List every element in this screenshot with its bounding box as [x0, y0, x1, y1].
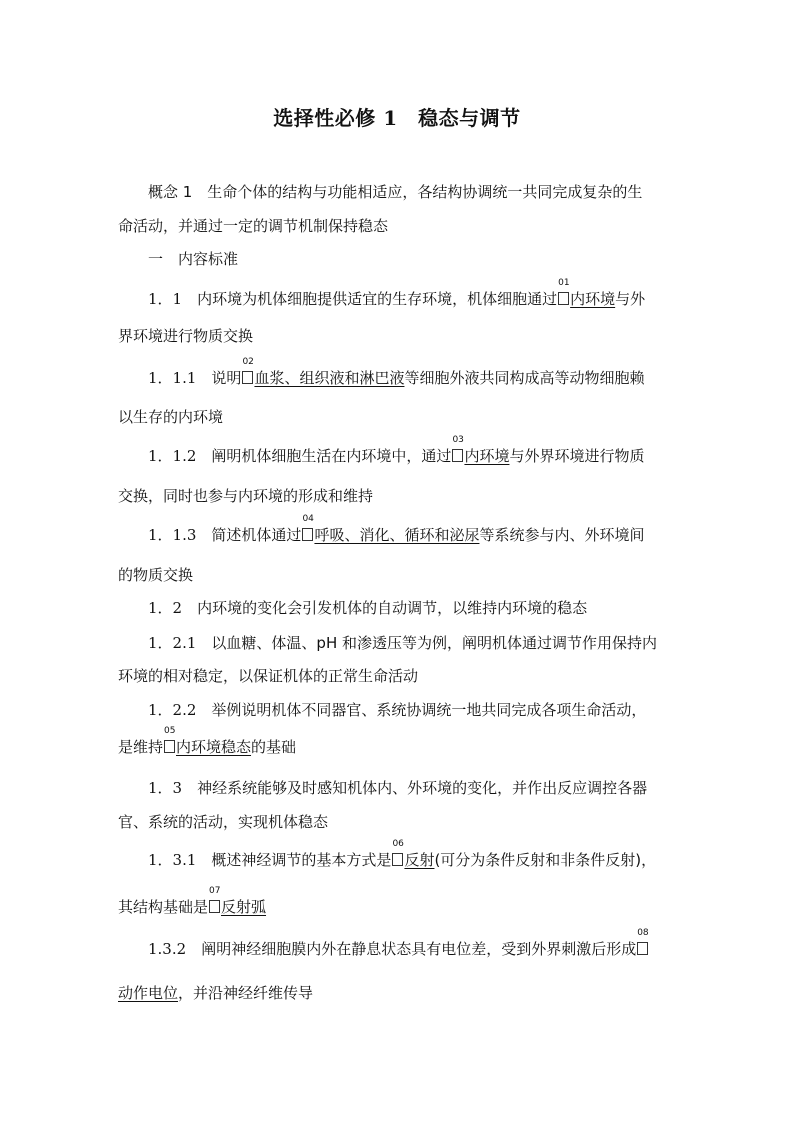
- item-text: 内环境的变化会引发机体的自动调节，以维持内环境的稳态: [197, 599, 588, 617]
- item-1-1-1-continued: 以生存的内环境: [118, 408, 224, 426]
- page-title: 选择性必修 1 稳态与调节: [273, 106, 521, 130]
- answer-text: 反射弧: [221, 898, 267, 916]
- item-text: 是维持: [118, 738, 164, 756]
- marker-number: 08: [637, 928, 649, 938]
- answer-marker: [209, 886, 221, 913]
- item-text-tail: 等细胞外液共同构成高等动物细胞赖: [404, 369, 645, 387]
- item-number: 1.3.2: [148, 940, 187, 958]
- item-1-3-2-continued: [118, 983, 313, 1003]
- marker-number: 05: [164, 726, 176, 736]
- answer-marker: [637, 928, 649, 955]
- answer-text: 动作电位: [118, 984, 179, 1002]
- item-1-2-1: [148, 633, 657, 653]
- item-number: 1．2: [148, 599, 183, 617]
- item-text-tail: 与外界环境进行物质: [509, 447, 645, 465]
- item-1-3-1-continued: [118, 886, 267, 917]
- item-text-tail: 与外: [615, 290, 646, 308]
- item-1-3: [148, 778, 647, 798]
- item-1-1-2: [148, 435, 645, 466]
- item-text: 说明: [211, 369, 242, 387]
- item-text-tail: 等系统参与内、外环境间: [479, 526, 645, 544]
- item-1-1: [148, 278, 646, 309]
- item-text: 概述神经调节的基本方式是: [211, 851, 392, 869]
- item-1-1-3-continued: 的物质交换: [118, 566, 194, 584]
- answer-text: 内环境: [464, 447, 510, 465]
- item-1-2: [148, 598, 587, 618]
- answer-marker: [164, 726, 176, 753]
- item-number: 1．1.2: [148, 447, 197, 465]
- item-text: 神经系统能够及时感知机体内、外环境的变化，并作出反应调控各器: [197, 779, 648, 797]
- concept-line-1: 概念 1 生命个体的结构与功能相适应，各结构协调统一共同完成复杂的生: [148, 183, 643, 201]
- item-1-1-3: [148, 514, 645, 545]
- answer-text: 内环境: [570, 290, 616, 308]
- item-text: 内环境为机体细胞提供适宜的生存环境，机体细胞通过: [197, 290, 558, 308]
- answer-text: 内环境稳态: [176, 738, 252, 756]
- concept-line-2: 命活动，并通过一定的调节机制保持稳态: [118, 217, 389, 235]
- answer-marker: [302, 514, 314, 541]
- item-text: 阐明机体细胞生活在内环境中，通过: [211, 447, 452, 465]
- item-1-1-1: [148, 357, 645, 388]
- item-1-3-1: [148, 839, 657, 870]
- item-text: 简述机体通过: [211, 526, 302, 544]
- marker-number: 03: [452, 435, 464, 445]
- marker-number: 07: [209, 886, 221, 896]
- item-number: 1．1.1: [148, 369, 197, 387]
- item-number: 1．1: [148, 290, 183, 308]
- item-1-1-2-continued: 交换，同时也参与内环境的形成和维持: [118, 487, 374, 505]
- marker-number: 02: [242, 357, 254, 367]
- item-1-3-2: [148, 928, 649, 959]
- marker-number: 06: [392, 839, 404, 849]
- item-1-2-1-continued: 环境的相对稳定，以保证机体的正常生命活动: [118, 667, 419, 685]
- answer-marker: [452, 435, 464, 462]
- item-number: 1．1.3: [148, 526, 197, 544]
- answer-text: 血浆、组织液和淋巴液: [254, 369, 405, 387]
- item-text: 以血糖、体温、pH 和渗透压等为例，阐明机体通过调节作用保持内: [211, 634, 657, 652]
- answer-marker: [242, 357, 254, 384]
- item-text: 其结构基础是: [118, 898, 209, 916]
- section-heading: 一 内容标准: [148, 250, 239, 268]
- item-number: 1．2.2: [148, 701, 197, 719]
- item-number: 1．3.1: [148, 851, 197, 869]
- item-number: 1．3: [148, 779, 183, 797]
- answer-marker: [392, 839, 404, 866]
- marker-number: 04: [302, 514, 314, 524]
- item-number: 1．2.1: [148, 634, 197, 652]
- item-1-2-2: [148, 700, 646, 720]
- item-text-tail: (可分为条件反射和非条件反射)，: [434, 851, 657, 869]
- item-1-1-continued: 界环境进行物质交换: [118, 327, 254, 345]
- answer-text: 呼吸、消化、循环和泌尿: [314, 526, 480, 544]
- answer-text: 反射: [404, 851, 435, 869]
- item-1-3-continued: 官、系统的活动，实现机体稳态: [118, 813, 329, 831]
- item-text-tail: ，并沿神经纤维传导: [178, 984, 314, 1002]
- item-text-tail: 的基础: [251, 738, 297, 756]
- item-text: 举例说明机体不同器官、系统协调统一地共同完成各项生命活动，: [211, 701, 647, 719]
- item-1-2-2-continued: [118, 726, 297, 757]
- item-text: 阐明神经细胞膜内外在静息状态具有电位差，受到外界刺激后形成: [201, 940, 637, 958]
- marker-number: 01: [558, 278, 570, 288]
- answer-marker: [558, 278, 570, 305]
